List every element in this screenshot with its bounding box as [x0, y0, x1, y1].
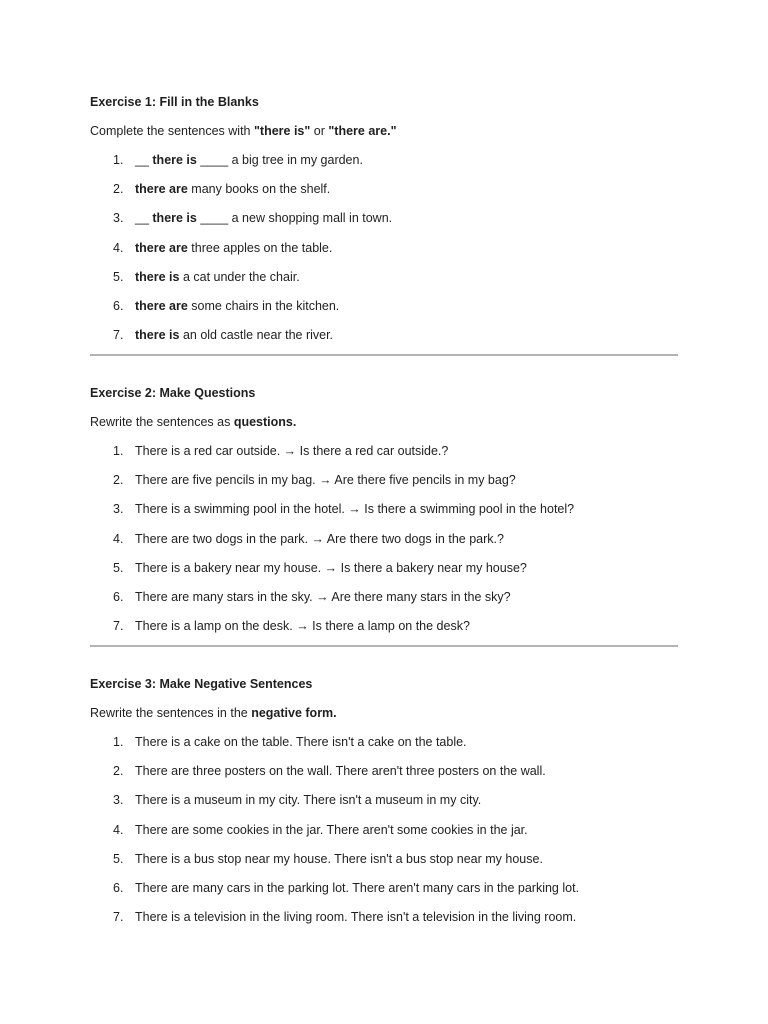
item-text: There are many cars in the parking lot. There aren't many cars in the parking lot. [135, 880, 580, 895]
list-item [90, 792, 680, 808]
item-number: 4. [113, 822, 124, 837]
exercise-1-list [90, 152, 680, 343]
exercise-1-section [90, 94, 680, 356]
item-number: 1. [113, 153, 124, 167]
item-text: ____ a new shopping mall in town. [196, 211, 393, 226]
item-blank: __ [135, 211, 153, 226]
exercise-1-instruction [90, 123, 680, 139]
item-text: an old castle near the river. [179, 328, 334, 343]
item-number: 7. [113, 328, 124, 343]
item-text: There is a swimming pool in the hotel. → Is there a swimming pool in the hotel? [135, 502, 575, 517]
item-number: 2. [113, 182, 124, 197]
instruction-text: Complete the sentences with [90, 124, 254, 138]
item-answer: there are [135, 240, 188, 255]
item-answer: there is [135, 269, 180, 284]
exercise-3-instruction [90, 705, 680, 721]
instruction-bold: negative form. [251, 706, 337, 720]
item-number: 2. [113, 473, 124, 488]
list-item [90, 763, 680, 779]
item-answer: there are [135, 182, 188, 197]
item-number: 6. [113, 880, 124, 895]
list-item [90, 909, 680, 925]
item-text: There is a museum in my city. There isn't a museum in my city. [135, 793, 482, 808]
item-text: There is a lamp on the desk. → Is there a lamp on the desk? [135, 619, 470, 634]
item-text: There is a cake on the table. There isn't a cake on the table. [135, 735, 467, 749]
exercise-2-title: Exercise 2: Make Questions [90, 386, 256, 400]
exercise-3-title: Exercise 3: Make Negative Sentences [90, 677, 313, 691]
list-item [90, 734, 680, 750]
section-divider [90, 645, 678, 647]
item-text: There is a television in the living room. There isn't a television in the living room. [135, 910, 577, 925]
item-number: 7. [113, 910, 124, 925]
item-number: 5. [113, 851, 124, 866]
item-text: three apples on the table. [187, 240, 333, 255]
instruction-bold: "there are." [328, 124, 397, 138]
list-item [90, 327, 680, 343]
item-text: There is a red car outside. → Is there a red car outside.? [135, 444, 449, 458]
item-text: ____ a big tree in my garden. [196, 153, 363, 167]
list-item [90, 210, 680, 226]
list-item [90, 298, 680, 314]
item-number: 1. [113, 735, 124, 749]
section-divider [90, 354, 678, 356]
list-item [90, 822, 680, 838]
item-number: 4. [113, 240, 124, 255]
item-text: There are three posters on the wall. There aren't three posters on the wall. [135, 764, 546, 779]
item-number: 1. [113, 444, 124, 458]
list-item [90, 443, 680, 459]
item-number: 2. [113, 764, 124, 779]
instruction-bold: "there is" [253, 124, 311, 138]
item-text: a cat under the chair. [179, 269, 300, 284]
item-text: There are some cookies in the jar. There aren't some cookies in the jar. [135, 822, 528, 837]
instruction-text: or [310, 124, 329, 138]
item-number: 3. [113, 793, 124, 808]
list-item [90, 560, 680, 576]
list-item [90, 851, 680, 867]
item-number: 5. [113, 560, 124, 575]
list-item [90, 501, 680, 517]
instruction-text: Rewrite the sentences in the [90, 706, 252, 720]
item-answer: there is [152, 211, 197, 226]
item-answer: there is [135, 328, 180, 343]
exercise-2-instruction [90, 414, 680, 430]
item-number: 5. [113, 269, 124, 284]
item-text: some chairs in the kitchen. [187, 298, 340, 313]
item-number: 4. [113, 531, 124, 546]
item-answer: there is [152, 153, 197, 167]
exercise-3-list [90, 734, 680, 925]
exercise-2-section [90, 385, 680, 647]
list-item [90, 618, 680, 634]
list-item [90, 269, 680, 285]
item-text: There is a bus stop near my house. There isn't a bus stop near my house. [135, 851, 543, 866]
item-number: 3. [113, 502, 124, 517]
item-text: There are two dogs in the park. → Are there two dogs in the park.? [135, 531, 504, 546]
list-item [90, 531, 680, 547]
exercise-2-list [90, 443, 680, 634]
item-text: many books on the shelf. [187, 182, 331, 197]
item-answer: there are [135, 298, 188, 313]
instruction-text: Rewrite the sentences as [90, 415, 234, 429]
item-number: 3. [113, 211, 124, 226]
item-number: 6. [113, 298, 124, 313]
item-text: There are five pencils in my bag. → Are there five pencils in my bag? [135, 473, 516, 488]
instruction-bold: questions. [233, 415, 297, 429]
list-item [90, 181, 680, 197]
item-blank: __ [135, 153, 153, 167]
list-item [90, 152, 680, 168]
exercise-1-title: Exercise 1: Fill in the Blanks [90, 95, 259, 109]
list-item [90, 240, 680, 256]
exercise-3-section [90, 676, 680, 938]
list-item [90, 472, 680, 488]
item-number: 7. [113, 619, 124, 634]
item-text: There is a bakery near my house. → Is there a bakery near my house? [135, 560, 527, 575]
list-item [90, 880, 680, 896]
list-item [90, 589, 680, 605]
item-number: 6. [113, 589, 124, 604]
item-text: There are many stars in the sky. → Are there many stars in the sky? [135, 589, 511, 604]
